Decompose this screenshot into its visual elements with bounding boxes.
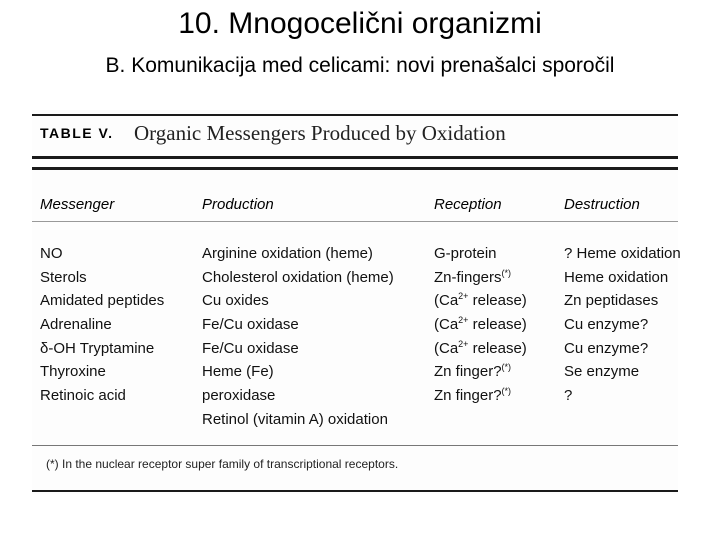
cell-reception: Zn-fingers(*)	[434, 267, 512, 286]
header-production: Production	[202, 196, 274, 213]
cell-destruction: Se enzyme	[564, 363, 640, 381]
header-messenger: Messenger	[40, 196, 115, 213]
cell-production: Cholesterol oxidation (heme)	[202, 268, 394, 286]
cell-reception: ($Ca^{2+}$ release)	[434, 315, 527, 334]
cell-messenger: Adrenaline	[40, 316, 112, 334]
cell-messenger: δ-OH Tryptamine	[40, 339, 155, 357]
column-destruction	[564, 194, 681, 408]
cell-destruction: ?	[564, 387, 573, 405]
cell-destruction: Zn peptidases	[564, 292, 659, 310]
cell-production: Heme (Fe)	[202, 363, 274, 381]
column-messenger	[40, 194, 164, 408]
cell-destruction: Cu enzyme?	[564, 316, 649, 334]
cell-production: Fe/Cu oxidase	[202, 339, 299, 357]
cell-reception: G-protein	[434, 245, 497, 262]
caption-rule	[32, 156, 678, 159]
header-destruction: Destruction	[564, 196, 640, 213]
slide-title: 10. Mnogocelični organizmi	[178, 7, 542, 40]
scanned-table	[32, 110, 681, 494]
cell-reception: ($Ca^{2+}$ release)	[434, 338, 527, 357]
table-label: TABLE V.	[40, 125, 114, 141]
column-reception	[434, 194, 527, 408]
header-reception: Reception	[434, 196, 502, 213]
table-footnote: (*) In the nuclear receptor super family of transcriptional receptors.	[46, 457, 399, 471]
cell-messenger: Thyroxine	[40, 363, 106, 381]
cell-destruction: ? Heme oxidation	[564, 245, 681, 262]
footer-rule	[32, 445, 678, 446]
cell-reception: Zn finger?(*)	[434, 386, 512, 405]
cell-destruction: Cu enzyme?	[564, 339, 649, 357]
cell-production: Cu oxides	[202, 292, 269, 310]
cell-production: Retinol (vitamin A) oxidation	[202, 410, 388, 428]
column-production	[202, 194, 394, 432]
bottom-rule	[32, 490, 678, 492]
cell-messenger: Sterols	[40, 268, 87, 286]
slide-subtitle: B. Komunikacija med celicami: novi prenašalci sporočil	[105, 54, 615, 77]
cell-production: peroxidase	[202, 387, 276, 405]
cell-production: Fe/Cu oxidase	[202, 316, 299, 334]
cell-production: Arginine oxidation (heme)	[202, 245, 373, 262]
cell-reception: ($Ca^{2+}$ release)	[434, 291, 527, 310]
table-caption: Organic Messengers Produced by Oxidation	[134, 121, 506, 145]
header-top-rule	[32, 167, 678, 170]
cell-messenger: NO	[40, 245, 63, 262]
cell-reception: Zn finger?(*)	[434, 362, 512, 381]
cell-destruction: Heme oxidation	[564, 268, 669, 286]
cell-messenger: Retinoic acid	[40, 387, 126, 405]
cell-messenger: Amidated peptides	[40, 292, 165, 310]
top-rule	[32, 114, 678, 116]
